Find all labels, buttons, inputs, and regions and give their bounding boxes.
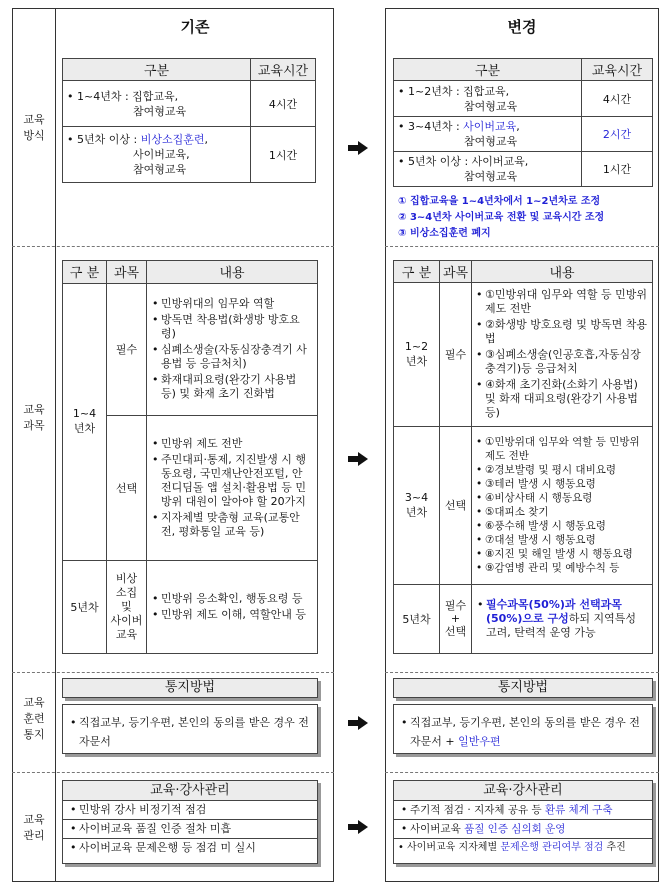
content-item: • ①민방위대 임무와 역할 등 민방위 제도 전반 <box>475 288 649 316</box>
subject-required: 필수 <box>107 283 147 415</box>
section-label-method: 교육 방식 <box>23 113 45 142</box>
subject-emergency: 비상 소집 및 사이버 교육 <box>107 560 147 653</box>
manage-row: • 사이버교육 품질 인증 절차 미흡 <box>63 820 317 839</box>
content-cell <box>147 283 318 415</box>
arrow-right-icon <box>348 716 368 730</box>
header-content: 내용 <box>472 261 653 283</box>
subject-elective: 선택 <box>107 416 147 561</box>
manage-row: • 사이버교육 문제은행 등 점검 미 실시 <box>63 839 317 857</box>
after-title: 변경 <box>507 18 537 36</box>
header-division: 구 분 <box>63 261 107 284</box>
notice-text: • 직접교부, 등기우편, 본인의 동의를 받은 경우 전자문서 <box>69 713 311 751</box>
content-cell <box>147 560 318 653</box>
method-time: 1시간 <box>251 127 316 183</box>
section-label-notice: 교육 훈련 통지 <box>23 696 45 741</box>
content-item: • 필수과목(50%)과 선택과목(50%)으로 구성하되 지역특성 고려, 탄력적 운영 가능 <box>476 598 648 640</box>
content-item: • 방독면 착용법(화생방 방호요령) <box>151 313 313 341</box>
notice-title: 통지방법 <box>63 679 317 697</box>
row-divider <box>385 246 659 247</box>
row-divider <box>385 672 659 673</box>
header-division: 구 분 <box>394 261 440 283</box>
year-cell: 5년차 <box>63 560 107 653</box>
arrow-right-icon <box>348 820 368 834</box>
content-cell <box>472 426 653 584</box>
method-row: • 5년차 이상 : 비상소집훈련, 사이버교육, 참여형교육 <box>63 127 251 183</box>
before-title: 기존 <box>180 18 210 36</box>
manage-row: • 주기적 점검 · 지자체 공유 등 환류 체계 구축 <box>394 801 652 820</box>
header-category: 구분 <box>63 59 251 81</box>
section-label-course: 교육 과목 <box>23 403 45 432</box>
note-1: ① 집합교육을 1~4년차에서 1~2년차로 조정 <box>398 196 601 207</box>
content-cell <box>147 416 318 561</box>
manage-before-box <box>62 780 318 864</box>
year-cell: 1~4 년차 <box>63 283 107 560</box>
content-item: • ②화생방 방호요령 및 방독면 착용법 <box>475 318 649 346</box>
header-category: 구분 <box>394 59 582 81</box>
content-item: • 심폐소생술(자동심장충격기 사용법 등 응급처치) <box>151 343 313 371</box>
row-divider <box>12 672 334 673</box>
year-cell: 3~4 년차 <box>394 426 440 584</box>
row-divider <box>12 772 334 773</box>
row-divider <box>12 246 334 247</box>
subject-mixed: 필수 + 선택 <box>440 584 472 653</box>
content-item: • ①민방위대 임무와 역할 등 민방위 제도 전반 <box>475 435 649 463</box>
note-3: ③ 비상소집훈련 폐지 <box>398 228 491 239</box>
method-before-table <box>62 58 316 183</box>
content-item: • ④비상사태 시 행동요령 <box>475 491 649 505</box>
header-subject: 과목 <box>440 261 472 283</box>
method-time: 4시간 <box>582 81 653 117</box>
section-label-manage: 교육 관리 <box>23 813 45 842</box>
content-item: • ⑥풍수해 발생 시 행동요령 <box>475 519 649 533</box>
content-item: • 민방위대의 임무와 역할 <box>151 297 313 311</box>
manage-title: 교육·강사관리 <box>63 781 317 801</box>
content-item: • ③심폐소생술(인공호흡,자동심장충격기)등 응급처치 <box>475 348 649 376</box>
note-2: ② 3~4년차 사이버교육 전환 및 교육시간 조정 <box>398 212 605 223</box>
subject-elective: 선택 <box>440 426 472 584</box>
arrow-right-icon <box>348 141 368 155</box>
arrow-right-icon <box>348 452 368 466</box>
header-subject: 과목 <box>107 261 147 284</box>
content-item: • ②경보발령 및 평시 대비요령 <box>475 463 649 477</box>
manage-after-box <box>393 780 653 864</box>
content-item: • ④화재 초기진화(소화기 사용법) 및 화재 대피요령(완강기 사용법 등) <box>475 378 649 420</box>
year-cell: 1~2 년차 <box>394 283 440 426</box>
row-divider <box>385 772 659 773</box>
content-cell <box>472 283 653 426</box>
notice-after-content <box>393 704 653 754</box>
manage-title: 교육·강사관리 <box>394 781 652 801</box>
content-item: • ⑤대피소 찾기 <box>475 505 649 519</box>
method-time: 4시간 <box>251 81 316 127</box>
manage-row: • 민방위 강사 비정기적 점검 <box>63 801 317 820</box>
method-row: • 1~2년차 : 집합교육, 참여형교육 <box>394 81 582 117</box>
content-cell <box>472 584 653 653</box>
content-item: • 민방위 제도 전반 <box>151 437 313 451</box>
content-item: • ⑦대설 발생 시 행동요령 <box>475 533 649 547</box>
content-item: • 주민대피·통제, 지진발생 시 행동요령, 국민재난안전포털, 안전디딤돌 앱 설치·활용법 등 민방위 대원이 알아야 할 20가지 <box>151 453 313 509</box>
manage-row: • 사이버교육 지자체별 문제은행 관리여부 점검 추진 <box>394 839 652 857</box>
header-time: 교육시간 <box>582 59 653 81</box>
method-row: • 1~4년차 : 집합교육, 참여형교육 <box>63 81 251 127</box>
method-after-table <box>393 58 653 187</box>
notice-before-box <box>62 678 318 698</box>
method-time: 2시간 <box>582 117 653 152</box>
content-item: • ⑨감염병 관리 및 예방수칙 등 <box>475 561 649 575</box>
content-item: • 민방위 응소확인, 행동요령 등 <box>151 592 313 606</box>
content-item: • ③테러 발생 시 행동요령 <box>475 477 649 491</box>
method-after-notes <box>398 194 658 242</box>
content-item: • 지자체별 맞춤형 교육(교통안전, 평화통일 교육 등) <box>151 511 313 539</box>
notice-text: • 직접교부, 등기우편, 본인의 동의를 받은 경우 전자문서 + 일반우편 <box>400 713 646 751</box>
notice-before-content <box>62 704 318 754</box>
subject-required: 필수 <box>440 283 472 426</box>
notice-after-box <box>393 678 653 698</box>
year-cell: 5년차 <box>394 584 440 653</box>
manage-row: • 사이버교육 품질 인증 심의회 운영 <box>394 820 652 839</box>
course-after-table <box>393 260 653 654</box>
header-content: 내용 <box>147 261 318 284</box>
method-row: • 5년차 이상 : 사이버교육, 참여형교육 <box>394 152 582 187</box>
header-time: 교육시간 <box>251 59 316 81</box>
content-item: • ⑧지진 및 해일 발생 시 행동요령 <box>475 547 649 561</box>
notice-title: 통지방법 <box>394 679 652 697</box>
content-item: • 화재대피요령(완강기 사용법 등) 및 화재 초기 진화법 <box>151 373 313 401</box>
method-row: • 3~4년차 : 사이버교육, 참여형교육 <box>394 117 582 152</box>
method-time: 1시간 <box>582 152 653 187</box>
course-before-table <box>62 260 318 654</box>
content-item: • 민방위 제도 이해, 역할안내 등 <box>151 608 313 622</box>
